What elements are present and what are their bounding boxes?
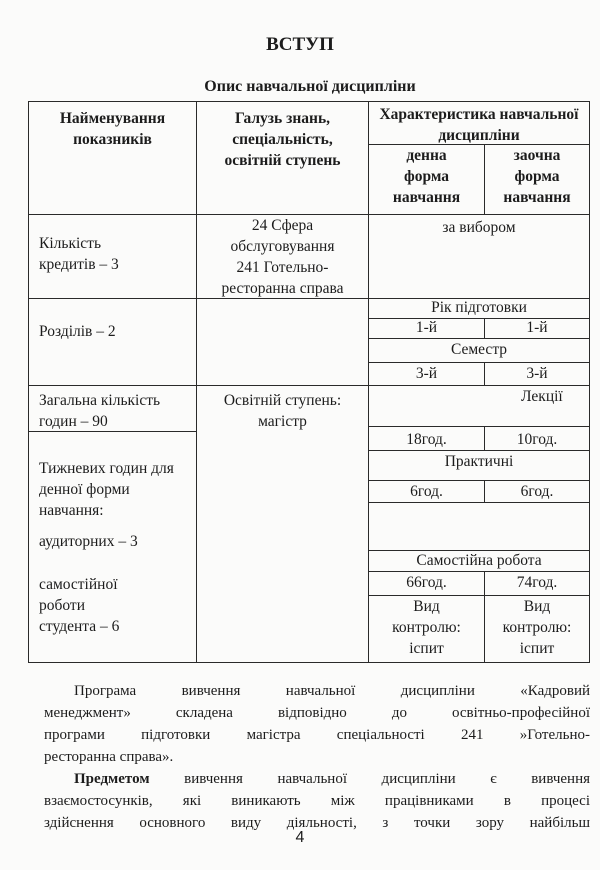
- lectures-extramural: 10год.: [484, 426, 590, 451]
- practical-extramural: 6год.: [484, 480, 590, 503]
- self-work-label: Самостійна робота: [368, 550, 590, 572]
- control-day: Вид контролю: іспит: [368, 595, 485, 663]
- semester-day: 3-й: [368, 362, 485, 386]
- field-cell: [196, 214, 369, 299]
- control-extramural: Вид контролю: іспит: [484, 595, 590, 663]
- empty-right-cell: [368, 502, 590, 551]
- practical-day: 6год.: [368, 480, 485, 503]
- year-label: Рік підготовки: [368, 298, 590, 319]
- subject-bold: Предметом: [74, 771, 150, 787]
- text-line: Програма вивчення навчальної дисципліни «Кадровий: [74, 683, 590, 699]
- paragraph-program: [44, 680, 590, 768]
- field-line2: 241 Готельно-ресторанна справа: [221, 259, 344, 297]
- lectures-day: 18год.: [368, 426, 485, 451]
- text-line: ресторанна справа».: [44, 749, 174, 765]
- page-title: ВСТУП: [266, 34, 334, 55]
- page-number: 4: [295, 829, 305, 846]
- self-work-hours: самостійної роботи студента – 6: [39, 576, 120, 635]
- header-field: Галузь знань, спеціальність, освітній ступень: [196, 101, 369, 215]
- self-work-extramural: 74год.: [484, 571, 590, 596]
- header-extramural-form: заочна форма навчання: [484, 144, 590, 215]
- year-day: 1-й: [368, 318, 485, 339]
- semester-extramural: 3-й: [484, 362, 590, 386]
- empty-middle-cell: [196, 298, 369, 386]
- semester-label: Семестр: [368, 338, 590, 363]
- self-work-day: 66год.: [368, 571, 485, 596]
- weekly-title: Тижневих годин для денної форми навчання:: [39, 460, 174, 519]
- practical-label: Практичні: [368, 450, 590, 481]
- text-line: здійснення основного виду діяльності, з точки зору найбільш: [44, 815, 590, 831]
- weekly-hours-cell: [28, 431, 197, 663]
- choice-cell: за вибором: [368, 214, 590, 299]
- field-line1: 24 Сфера обслуговування: [230, 217, 335, 255]
- text-line: менеджмент» складена відповідно до освітньо-професійної: [44, 705, 590, 721]
- text-line: взаємостосунків, які виникають між працівниками в процесі: [44, 793, 590, 809]
- sections-cell: Розділів – 2: [28, 298, 197, 386]
- year-extramural: 1-й: [484, 318, 590, 339]
- credits-cell: Кількість кредитів – 3: [28, 214, 197, 299]
- text-line: програми підготовки магістра спеціальності 241 »Готельно-: [44, 727, 590, 743]
- header-day-form: денна форма навчання: [368, 144, 485, 215]
- header-indicators: Найменування показників: [28, 101, 197, 215]
- header-characteristics: Характеристика навчальної дисципліни: [368, 101, 590, 145]
- subject-rest: вивчення навчальної дисципліни є вивчення: [184, 771, 590, 787]
- table-caption: Опис навчальної дисципліни: [204, 78, 416, 95]
- lectures-label: Лекції: [368, 385, 590, 427]
- paragraph-subject: [44, 768, 590, 834]
- degree-cell: Освітній ступень: магістр: [196, 385, 369, 663]
- text-line: [44, 768, 590, 790]
- total-hours-cell: Загальна кількість годин – 90: [28, 385, 197, 432]
- auditory-hours: аудиторних – 3: [39, 533, 138, 550]
